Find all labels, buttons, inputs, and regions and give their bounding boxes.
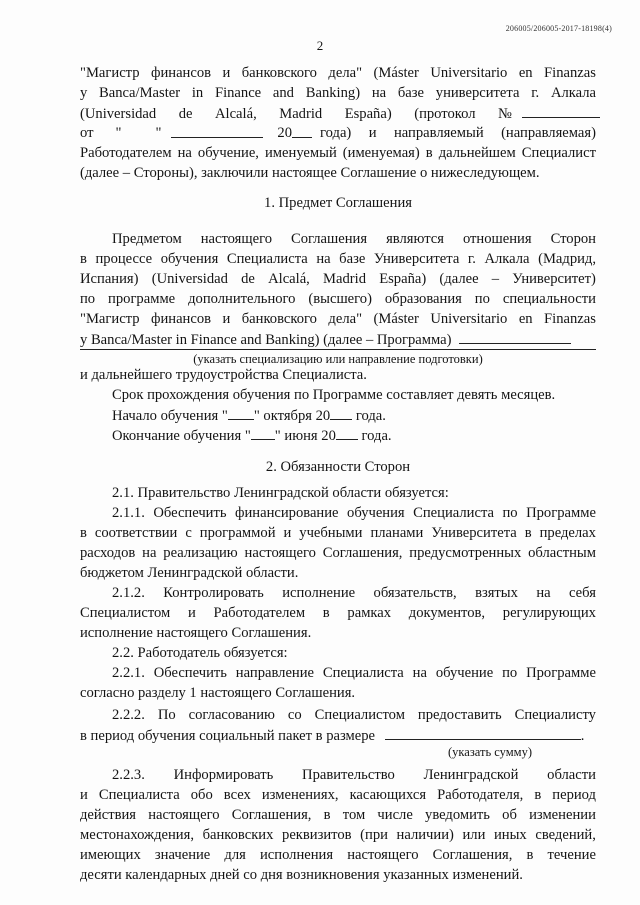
intro-line-4 <box>80 124 596 142</box>
word: Специалиста <box>322 665 404 681</box>
word-napravlyaemyi: направляемый <box>393 125 484 141</box>
word: направление <box>235 665 315 681</box>
word: обучения <box>347 505 405 521</box>
intro-line-6: (далее – Стороны), заключили настоящее Соглашение о нижеследующем. <box>80 165 540 181</box>
word: и <box>187 605 196 621</box>
word: именуемый <box>264 145 337 161</box>
protocol-number-blank <box>522 104 600 118</box>
word: y <box>80 85 88 101</box>
clause-2-1: 2.1. Правительство Ленинградской области обязуется: <box>112 485 449 501</box>
word: Предметом <box>112 231 182 247</box>
intro-line-3 <box>80 104 596 123</box>
word: en <box>518 311 533 327</box>
word: программе <box>108 291 176 307</box>
word: наличии) <box>396 827 454 843</box>
word: de <box>241 271 255 287</box>
word: de <box>178 106 193 122</box>
word: Программе <box>526 505 596 521</box>
word-ot: от <box>80 125 94 141</box>
word: настоящего <box>200 231 273 247</box>
word: "Магистр <box>80 311 140 327</box>
word: № <box>498 106 512 122</box>
word: на <box>536 585 551 601</box>
word: (именуемая) <box>342 145 420 161</box>
word: период <box>552 787 596 803</box>
word: настоящего <box>148 807 220 823</box>
word: (при <box>360 827 388 843</box>
clause-2-2-3-line-6: десяти календарных дней со дня возникновения указанных изменений. <box>80 867 523 883</box>
word: Universitario <box>430 311 508 327</box>
word: университета <box>435 85 520 101</box>
start-day-blank <box>228 406 254 420</box>
word: в <box>323 807 331 823</box>
word: Университет) <box>512 271 596 287</box>
word: и <box>283 525 292 541</box>
clause-2-1-1-line-2 <box>80 524 596 542</box>
word: España) <box>344 106 392 122</box>
word: Работодателем <box>213 605 306 621</box>
word: Университета <box>431 525 517 541</box>
word: Banca/Master <box>99 85 181 101</box>
word: Madrid <box>279 106 323 122</box>
clause-2-1-1-line-1 <box>112 504 596 522</box>
month-blank <box>171 124 263 138</box>
word: и <box>222 311 231 327</box>
word: Специалиста <box>226 251 308 267</box>
word: по <box>502 665 518 681</box>
word: Обеспечить <box>153 505 227 521</box>
word: реализацию <box>163 545 238 561</box>
word: с <box>185 525 192 541</box>
word: имеющих <box>80 847 141 863</box>
s1-line-2 <box>80 250 596 268</box>
intro-line-5 <box>80 144 596 162</box>
word: – <box>491 271 500 287</box>
word: программой <box>199 525 276 541</box>
word: г. <box>531 85 540 101</box>
period-mark: . <box>580 728 585 744</box>
word: иных <box>494 827 527 843</box>
s1-line-6-text: y Banca/Master in Finance and Banking) (далее – Программа) <box>80 332 452 348</box>
quote-close: " <box>155 125 162 141</box>
word: in <box>191 85 204 101</box>
start-month: " октября 20 <box>253 408 331 424</box>
specialization-hint: (указать специализацию или направление подготовки) <box>193 352 483 366</box>
word: г. <box>467 251 476 267</box>
word: изменении <box>529 807 596 823</box>
word: расходов <box>80 545 136 561</box>
amount-hint: (указать сумму) <box>448 745 532 759</box>
word: на <box>412 665 427 681</box>
word: Alcalá, <box>214 106 257 122</box>
quote-open: " <box>115 125 122 141</box>
end-year-word: года. <box>361 428 392 444</box>
study-start <box>112 406 628 425</box>
word: дела" <box>328 65 363 81</box>
word: и <box>80 787 88 803</box>
word: для <box>224 847 246 863</box>
word: 2.2.1. <box>112 665 145 681</box>
word: (Universidad <box>80 106 157 122</box>
word: Сторон <box>550 231 596 247</box>
word: в <box>425 145 433 161</box>
word: рамках <box>347 605 392 621</box>
word: Finanzas <box>544 65 596 81</box>
word: соответствии <box>94 525 178 541</box>
word: в <box>534 787 542 803</box>
word: в <box>524 525 532 541</box>
intro-line-4-text <box>80 124 596 142</box>
word: Информировать <box>173 767 274 783</box>
word: банковского <box>241 65 317 81</box>
study-duration: Срок прохождения обучения по Программе составляет девять месяцев. <box>112 387 556 403</box>
intro-line-2 <box>80 84 596 102</box>
year-blank <box>292 124 312 138</box>
word: дальнейшем <box>438 145 516 161</box>
word: на <box>177 145 192 161</box>
word: Специалисту <box>514 707 596 723</box>
clause-2-2-1-line-1 <box>112 664 596 682</box>
word: отношения <box>462 231 532 247</box>
word: Finanzas <box>544 311 596 327</box>
word: настоящего <box>244 545 316 561</box>
word: Алкала <box>550 85 596 101</box>
word: дела" <box>328 311 363 327</box>
word: уведомить <box>425 807 490 823</box>
word: Madrid <box>323 271 366 287</box>
word: Специалист <box>521 145 596 161</box>
word: числе <box>377 807 413 823</box>
word: Специалиста <box>98 787 180 803</box>
word: Соглашения, <box>322 545 403 561</box>
clause-2-2-3-line-2 <box>80 786 596 804</box>
word: 2.2.3. <box>112 767 145 783</box>
clause-2-2-1-line-2: согласно разделу 1 настоящего Соглашения. <box>80 685 356 701</box>
s1-line-3 <box>80 270 596 288</box>
word: Ленинградской <box>423 767 519 783</box>
intro-line-3-text <box>80 105 512 123</box>
word: обучение, <box>197 145 259 161</box>
word: действия <box>80 807 136 823</box>
word: взятых <box>475 585 518 601</box>
word: учебными <box>299 525 363 541</box>
word: всех <box>223 787 251 803</box>
clause-2-2-3-line-1 <box>112 766 596 784</box>
word: обучения <box>160 251 219 267</box>
word-goda: года) <box>320 125 352 141</box>
word: Алкала <box>484 251 530 267</box>
word: местонахождения, <box>80 827 194 843</box>
word: Работодателя, <box>437 787 524 803</box>
word: или <box>462 827 486 843</box>
s1-line-5 <box>80 310 596 328</box>
word: en <box>518 65 533 81</box>
word: по <box>502 505 518 521</box>
word: регулирующих <box>502 605 596 621</box>
word: течение <box>547 847 596 863</box>
word: на <box>371 85 387 101</box>
word: предоставить <box>417 707 502 723</box>
program-blank <box>459 330 571 344</box>
word: пределах <box>539 525 596 541</box>
word: Работодателем <box>80 145 172 161</box>
word: (далее <box>439 271 479 287</box>
word: финансов <box>151 65 212 81</box>
word: изменениях, <box>261 787 339 803</box>
social-package-amount-blank <box>385 726 581 740</box>
s1-line-1 <box>112 230 596 248</box>
word: дополнительного <box>188 291 296 307</box>
word: об <box>502 807 517 823</box>
word-i: и <box>368 125 377 141</box>
word: (протокол <box>414 106 476 122</box>
word: финансирование <box>235 505 339 521</box>
word: в <box>80 251 87 267</box>
word: 2.1.1. <box>112 505 145 521</box>
word: и <box>222 65 231 81</box>
word: "Магистр <box>80 65 140 81</box>
word: со <box>287 707 302 723</box>
word: процессе <box>95 251 153 267</box>
word: (Máster <box>373 311 419 327</box>
word: на <box>316 251 331 267</box>
word: обязательств, <box>373 585 457 601</box>
year-20: 20 <box>277 125 293 141</box>
intro-line-1 <box>80 64 596 82</box>
word: в <box>80 525 87 541</box>
clause-2-1-1-line-4: бюджетом Ленинградской области. <box>80 565 299 581</box>
word: являются <box>386 231 444 247</box>
word: сведений, <box>535 827 596 843</box>
word: себя <box>569 585 596 601</box>
clause-2-2-3-line-1-text <box>112 766 596 784</box>
word: (высшего) <box>308 291 372 307</box>
word: банковского <box>241 311 317 327</box>
word-napravlyaemaya: (направляемая) <box>501 125 596 141</box>
word: Испания) <box>80 271 139 287</box>
word: в <box>322 605 330 621</box>
word: настоящего <box>347 847 419 863</box>
section-1-title: 1. Предмет Соглашения <box>264 195 412 211</box>
word: Университета <box>373 251 460 267</box>
start-year-word: года. <box>355 408 386 424</box>
word: обо <box>190 787 213 803</box>
word: Контролировать <box>163 585 264 601</box>
word: в <box>526 847 534 863</box>
clause-2-2-2-line-1 <box>112 706 596 724</box>
clause-2-1-2-line-3: исполнение настоящего Соглашения. <box>80 625 312 641</box>
word: Правительство <box>302 767 395 783</box>
page-number: 2 <box>316 38 324 53</box>
word: Обеспечить <box>153 665 227 681</box>
word: исполнение <box>282 585 356 601</box>
word: Соглашения <box>291 231 368 247</box>
word: предусмотренных <box>409 545 522 561</box>
document-code: 206005/206005-2017-18198(4) <box>505 24 612 33</box>
word: образования <box>384 291 462 307</box>
word: Специалиста <box>413 505 494 521</box>
word: исполнения <box>259 847 334 863</box>
clause-2-2-2-line-2-text: в период обучения социальный пакет в размере <box>80 728 376 744</box>
word: специальности <box>502 291 596 307</box>
s1-line-6 <box>80 330 596 349</box>
word: España) <box>379 271 427 287</box>
s1-line-7: и дальнейшего трудоустройства Специалиста. <box>80 367 367 383</box>
word: банковских <box>202 827 274 843</box>
word: По <box>157 707 176 723</box>
word: по <box>474 291 490 307</box>
word: (Universidad <box>151 271 228 287</box>
start-year-blank <box>330 406 352 420</box>
word: планами <box>370 525 424 541</box>
clause-2-2-3-line-5 <box>80 846 596 864</box>
clause-2-1-2-line-1 <box>112 584 596 602</box>
word: 2.1.2. <box>112 585 145 601</box>
word: значение <box>154 847 211 863</box>
word: областным <box>528 545 596 561</box>
word: and <box>272 85 294 101</box>
word: (Мадрид, <box>538 251 596 267</box>
word: Finance <box>214 85 262 101</box>
word: 2.2.2. <box>112 707 145 723</box>
word: Программе <box>526 665 596 681</box>
clause-2-2-3-line-3 <box>80 806 596 824</box>
word: на <box>142 545 157 561</box>
word: базе <box>339 251 366 267</box>
word: реквизитов <box>282 827 352 843</box>
word: документов, <box>408 605 486 621</box>
word: (Máster <box>373 65 419 81</box>
clause-2-2-3-line-4 <box>80 826 596 844</box>
start-label: Начало обучения " <box>112 408 228 424</box>
word: по <box>80 291 96 307</box>
word: том <box>342 807 366 823</box>
clause-2-1-2-line-2 <box>80 604 596 622</box>
word: Соглашения, <box>231 807 312 823</box>
word: касающихся <box>349 787 427 803</box>
word: области <box>547 767 596 783</box>
clause-2-1-1-line-3 <box>80 544 596 562</box>
word: Banking) <box>305 85 361 101</box>
word: Специалистом <box>314 707 405 723</box>
word: Соглашения, <box>432 847 513 863</box>
word: согласованию <box>188 707 275 723</box>
word: финансов <box>151 311 212 327</box>
end-month: " июня 20 <box>274 428 336 444</box>
word: базе <box>397 85 425 101</box>
word: Alcalá, <box>268 271 310 287</box>
s1-line-4 <box>80 290 596 308</box>
word: обучение <box>435 665 494 681</box>
end-day-blank <box>251 426 275 440</box>
end-year-blank <box>336 426 358 440</box>
section-2-title: 2. Обязанности Сторон <box>265 459 411 475</box>
word: Universitario <box>430 65 508 81</box>
day-blank <box>121 124 155 137</box>
end-label: Окончание обучения " <box>112 428 251 444</box>
clause-2-2: 2.2. Работодатель обязуется: <box>112 645 288 661</box>
word: Специалистом <box>80 605 171 621</box>
study-end <box>112 426 628 445</box>
